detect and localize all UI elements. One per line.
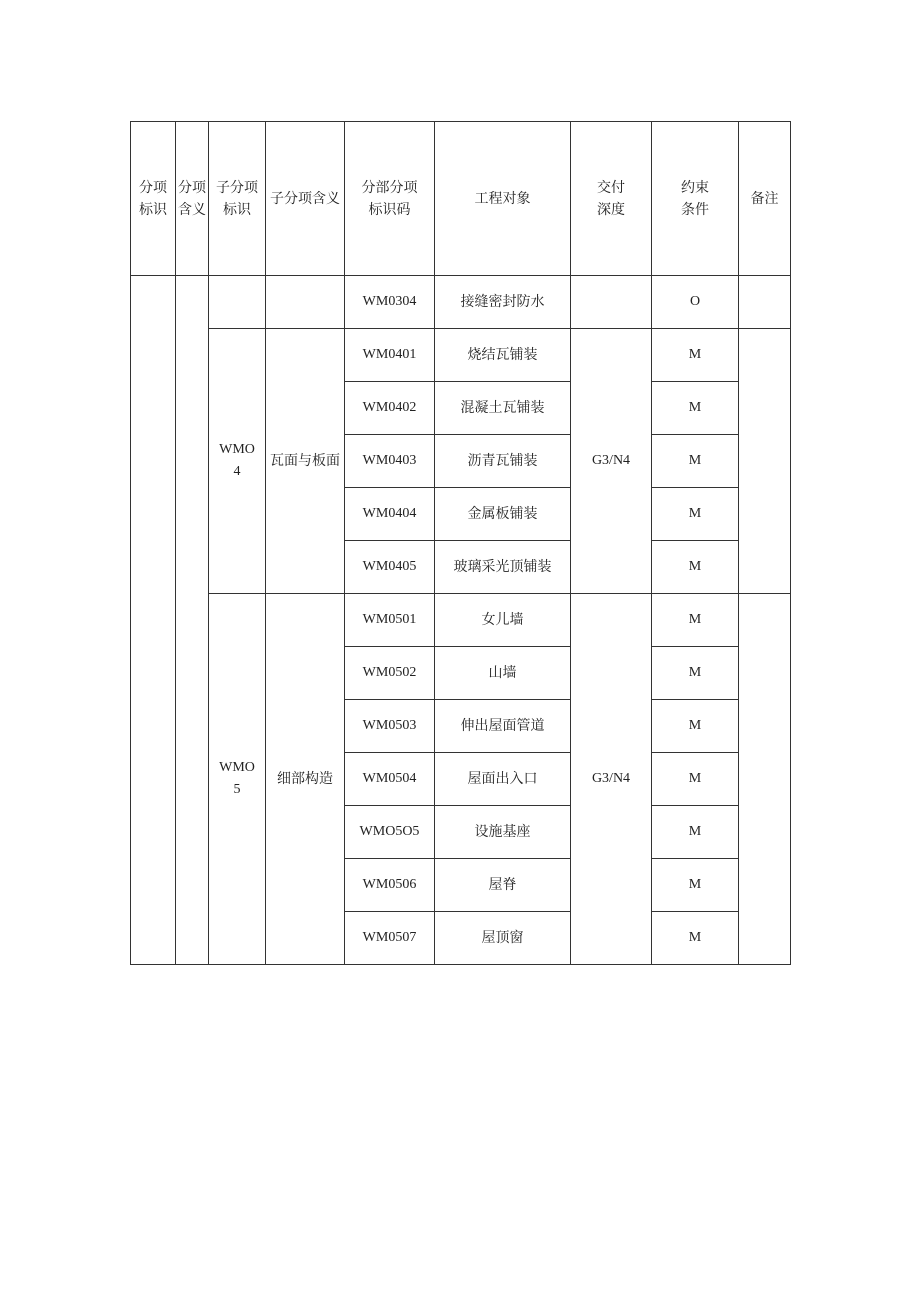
engineering-object-cell: 屋面出入口 <box>435 753 571 806</box>
remarks-cell <box>739 594 791 965</box>
header-constraint: 约束 条件 <box>652 122 739 276</box>
header-subitem-id: 子分项 标识 <box>209 122 266 276</box>
delivery-depth-cell: G3/N4 <box>571 594 652 965</box>
header-remarks: 备注 <box>739 122 791 276</box>
engineering-object-cell: 接缝密封防水 <box>435 276 571 329</box>
constraint-cell: M <box>652 912 739 965</box>
division-code-cell: WMO5O5 <box>345 806 435 859</box>
constraint-cell: M <box>652 329 739 382</box>
engineering-object-cell: 女儿墙 <box>435 594 571 647</box>
remarks-cell <box>739 329 791 594</box>
header-division-code: 分部分项 标识码 <box>345 122 435 276</box>
subitem-id-cell <box>209 276 266 329</box>
subitem-id-cell: WMO 4 <box>209 329 266 594</box>
division-code-cell: WM0504 <box>345 753 435 806</box>
subitem-meaning-cell: 细部构造 <box>266 594 345 965</box>
division-code-cell: WM0506 <box>345 859 435 912</box>
subitem-meaning-cell: 瓦面与板面 <box>266 329 345 594</box>
item-id-cell <box>131 276 176 965</box>
item-meaning-cell <box>176 276 209 965</box>
constraint-cell: M <box>652 488 739 541</box>
table-row <box>131 276 791 329</box>
engineering-object-cell: 烧结瓦铺装 <box>435 329 571 382</box>
remarks-cell <box>739 276 791 329</box>
constraint-cell: M <box>652 700 739 753</box>
division-code-cell: WM0405 <box>345 541 435 594</box>
engineering-object-cell: 屋脊 <box>435 859 571 912</box>
header-item-meaning: 分项 含义 <box>176 122 209 276</box>
division-code-cell: WM0503 <box>345 700 435 753</box>
engineering-object-cell: 沥青瓦铺装 <box>435 435 571 488</box>
division-code-cell: WM0501 <box>345 594 435 647</box>
header-item-id: 分项 标识 <box>131 122 176 276</box>
division-item-table <box>130 121 791 965</box>
constraint-cell: M <box>652 382 739 435</box>
header-delivery-depth: 交付 深度 <box>571 122 652 276</box>
constraint-cell: M <box>652 594 739 647</box>
constraint-cell: M <box>652 647 739 700</box>
division-code-cell: WM0507 <box>345 912 435 965</box>
engineering-object-cell: 混凝土瓦铺装 <box>435 382 571 435</box>
division-code-cell: WM0404 <box>345 488 435 541</box>
engineering-object-cell: 玻璃采光顶铺装 <box>435 541 571 594</box>
division-code-cell: WM0401 <box>345 329 435 382</box>
engineering-object-cell: 金属板铺装 <box>435 488 571 541</box>
subitem-meaning-cell <box>266 276 345 329</box>
subitem-id-cell: WMO 5 <box>209 594 266 965</box>
delivery-depth-cell: G3/N4 <box>571 329 652 594</box>
constraint-cell: M <box>652 541 739 594</box>
header-engineering-object: 工程对象 <box>435 122 571 276</box>
engineering-object-cell: 屋顶窗 <box>435 912 571 965</box>
table-row <box>131 594 791 647</box>
header-subitem-meaning: 子分项含义 <box>266 122 345 276</box>
constraint-cell: O <box>652 276 739 329</box>
division-code-cell: WM0304 <box>345 276 435 329</box>
engineering-object-cell: 山墙 <box>435 647 571 700</box>
delivery-depth-cell <box>571 276 652 329</box>
engineering-object-cell: 伸出屋面管道 <box>435 700 571 753</box>
engineering-object-cell: 设施基座 <box>435 806 571 859</box>
constraint-cell: M <box>652 806 739 859</box>
division-code-cell: WM0502 <box>345 647 435 700</box>
constraint-cell: M <box>652 753 739 806</box>
constraint-cell: M <box>652 435 739 488</box>
constraint-cell: M <box>652 859 739 912</box>
table-row <box>131 329 791 382</box>
division-code-cell: WM0402 <box>345 382 435 435</box>
division-code-cell: WM0403 <box>345 435 435 488</box>
table-header-row <box>131 122 791 276</box>
